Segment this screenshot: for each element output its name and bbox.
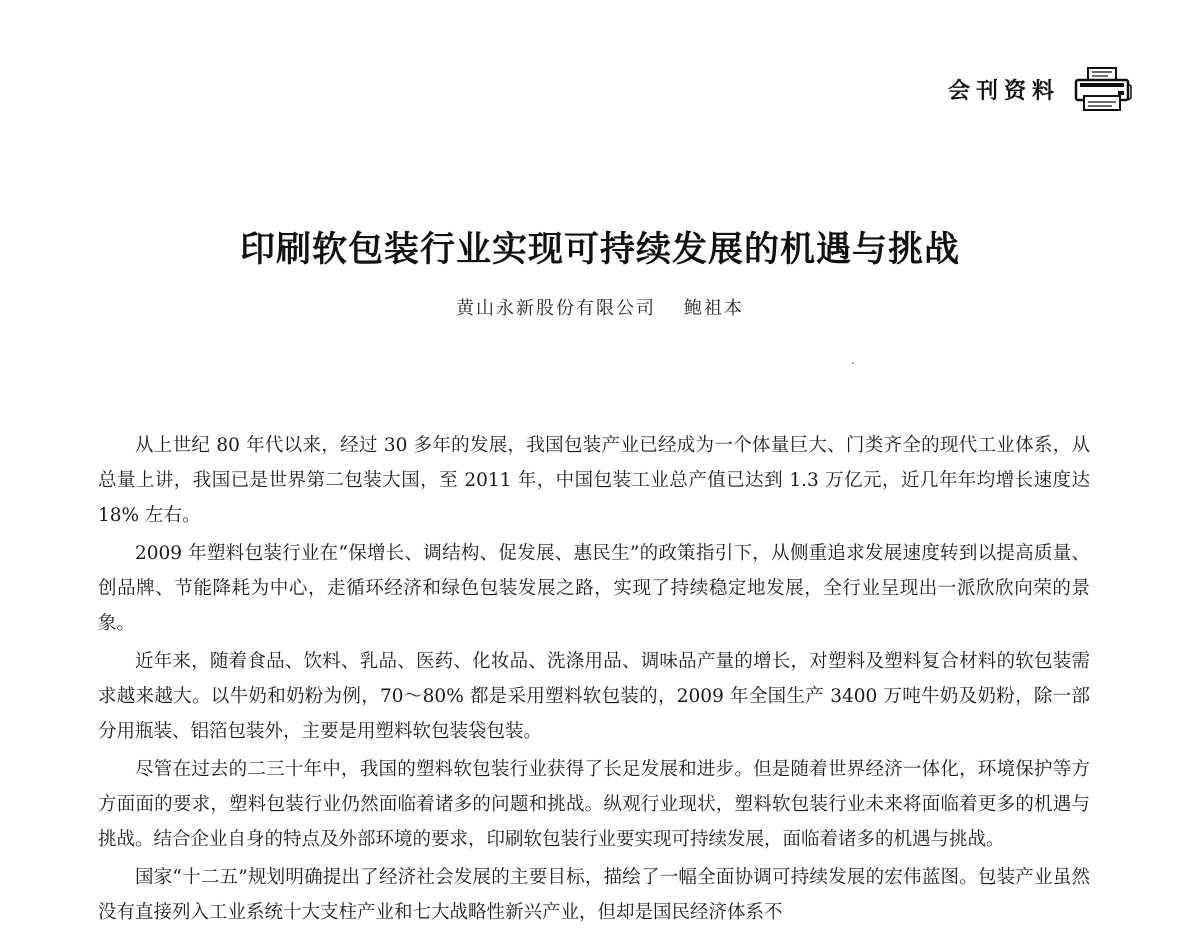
article-title: 印刷软包装行业实现可持续发展的机遇与挑战 — [239, 229, 960, 270]
paragraph-2: 2009 年塑料包装行业在“保增长、调结构、促发展、惠民生”的政策指引下，从侧重追求发展速度转到以提高质量、创品牌、节能降耗为中心，走循环经济和绿色包装发展之路，实现了持续稳定地发展，全行业呈现出一派欣欣向荣的景象。 — [98, 543, 1090, 634]
scan-speck — [852, 362, 854, 364]
paragraph-4: 尽管在过去的二三十年中，我国的塑料软包装行业获得了长足发展和进步。但是随着世界经济一体化，环境保护等方方面面的要求，塑料包装行业仍然面临着诸多的问题和挑战。纵观行业现状，塑料软包装行业未来将面临着更多的机遇与挑战。结合企业自身的特点及外部环境的要求，印刷软包装行业要实现可持续发展，面临着诸多的机遇与挑战。 — [98, 759, 1090, 850]
byline — [0, 294, 1200, 320]
section-header — [948, 66, 1132, 112]
paragraph-1: 从上世纪 80 年代以来，经过 30 多年的发展，我国包装产业已经成为一个体量巨大、门类齐全的现代工业体系，从总量上讲，我国已是世界第二包装大国，至 2011 年，中国包装工业总产值已达到 1.3 万亿元，近几年年均增长速度达 18% 左右。 — [98, 435, 1090, 526]
author-company: 黄山永新股份有限公司 — [456, 298, 656, 319]
author-name: 鲍祖本 — [684, 298, 744, 319]
article-body — [98, 428, 1090, 933]
paragraph-3: 近年来，随着食品、饮料、乳品、医药、化妆品、洗涤用品、调味品产量的增长，对塑料及塑料复合材料的软包装需求越来越大。以牛奶和奶粉为例，70～80% 都是采用塑料软包装的，2009 年全国生产 3400 万吨牛奶及奶粉，除一部分用瓶装、铝箔包装外，主要是用塑料软包装袋包装。 — [98, 651, 1090, 742]
printer-icon — [1074, 66, 1132, 112]
paragraph-5: 国家“十二五”规划明确提出了经济社会发展的主要目标，描绘了一幅全面协调可持续发展的宏伟蓝图。包装产业虽然没有直接列入工业系统十大支柱产业和七大战略性新兴产业，但却是国民经济体系不 — [98, 867, 1090, 923]
section-label: 会刊资料 — [947, 78, 1060, 104]
